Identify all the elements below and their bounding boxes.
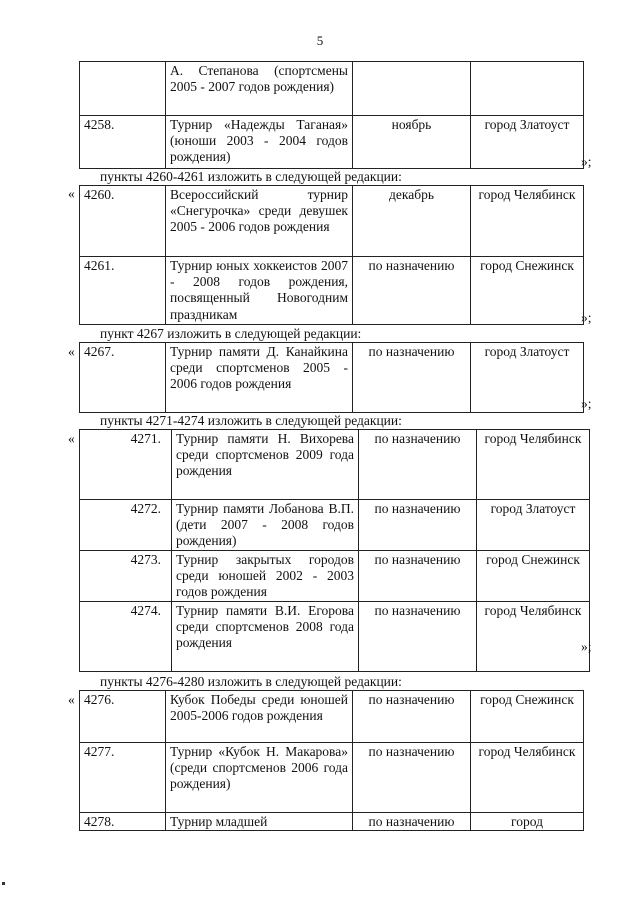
- row-number: 4276.: [80, 691, 166, 743]
- event-date: по назначению: [353, 257, 471, 325]
- event-name: Турнир юных хоккеистов 2007 - 2008 годов рождения, посвященный Новогодним праздникам: [166, 257, 353, 325]
- row-number: 4260.: [80, 186, 166, 257]
- table-row: [80, 500, 590, 551]
- event-date: по назначению: [359, 500, 477, 551]
- schedule-table-4260: [79, 185, 584, 325]
- event-name: Турнир младшей: [166, 813, 353, 831]
- event-name: Турнир памяти В.И. Егорова среди спортсменов 2008 года рождения: [172, 602, 359, 672]
- event-place: город Челябинск: [471, 743, 584, 813]
- event-name: Турнир «Надежды Таганая» (юноши 2003 - 2004 годов рождения): [166, 116, 353, 169]
- schedule-table-continued: [79, 61, 584, 169]
- row-number: 4277.: [80, 743, 166, 813]
- event-name: Турнир закрытых городов среди юношей 2002 - 2003 годов рождения: [172, 551, 359, 602]
- schedule-table-4267: [79, 342, 584, 413]
- row-number: [80, 62, 166, 116]
- event-place: город Златоуст: [471, 116, 584, 169]
- table-row: [80, 62, 584, 116]
- event-place: город Челябинск: [477, 602, 590, 672]
- event-date: по назначению: [353, 743, 471, 813]
- table-row: [80, 116, 584, 169]
- event-place: город Снежинск: [471, 691, 584, 743]
- event-name: Турнир памяти Н. Вихорева среди спортсменов 2009 года рождения: [172, 430, 359, 500]
- row-number: 4272.: [80, 500, 172, 551]
- row-number: 4271.: [80, 430, 172, 500]
- row-number: 4267.: [80, 343, 166, 413]
- event-place: город Снежинск: [471, 257, 584, 325]
- table-row: [80, 602, 590, 672]
- event-name: Турнир памяти Д. Канайкина среди спортсменов 2005 - 2006 годов рождения: [166, 343, 353, 413]
- row-number: 4278.: [80, 813, 166, 831]
- closing-quote: »;: [581, 154, 592, 169]
- event-place: город Челябинск: [471, 186, 584, 257]
- event-date: по назначению: [359, 602, 477, 672]
- closing-quote: »;: [581, 396, 592, 411]
- event-name: Турнир памяти Лобанова В.П. (дети 2007 - 2008 годов рождения): [172, 500, 359, 551]
- event-place: город Челябинск: [477, 430, 590, 500]
- section-heading: пункты 4260-4261 изложить в следующей редакции:: [100, 169, 402, 184]
- event-name: Кубок Победы среди юношей 2005-2006 годов рождения: [166, 691, 353, 743]
- section-heading: пункты 4271-4274 изложить в следующей редакции:: [100, 413, 402, 428]
- schedule-table-4271: [79, 429, 590, 672]
- event-date: ноябрь: [353, 116, 471, 169]
- schedule-table-4276: [79, 690, 584, 831]
- table-row: [80, 186, 584, 257]
- closing-quote: »;: [581, 310, 592, 325]
- event-place: [471, 62, 584, 116]
- closing-quote: »;: [581, 639, 592, 654]
- event-place: город Снежинск: [477, 551, 590, 602]
- row-number: 4273.: [80, 551, 172, 602]
- opening-quote: «: [68, 692, 75, 707]
- opening-quote: «: [68, 431, 75, 446]
- event-place: город: [471, 813, 584, 831]
- row-number: 4261.: [80, 257, 166, 325]
- scan-mark: [2, 882, 5, 885]
- event-date: декабрь: [353, 186, 471, 257]
- event-name: Турнир «Кубок Н. Макарова» (среди спортсменов 2006 года рождения): [166, 743, 353, 813]
- page-number: 5: [316, 33, 324, 48]
- row-number: 4274.: [80, 602, 172, 672]
- table-row: [80, 551, 590, 602]
- table-row: [80, 813, 584, 831]
- event-date: по назначению: [353, 813, 471, 831]
- event-date: [353, 62, 471, 116]
- event-name: Всероссийский турнир «Снегурочка» среди девушек 2005 - 2006 годов рождения: [166, 186, 353, 257]
- opening-quote: «: [68, 186, 75, 201]
- event-place: город Златоуст: [471, 343, 584, 413]
- section-heading: пункт 4267 изложить в следующей редакции:: [100, 326, 362, 341]
- table-row: [80, 691, 584, 743]
- table-row: [80, 743, 584, 813]
- event-name: А. Степанова (спортсмены 2005 - 2007 годов рождения): [166, 62, 353, 116]
- row-number: 4258.: [80, 116, 166, 169]
- table-row: [80, 343, 584, 413]
- event-date: по назначению: [353, 691, 471, 743]
- opening-quote: «: [68, 344, 75, 359]
- table-row: [80, 430, 590, 500]
- event-date: по назначению: [359, 551, 477, 602]
- table-row: [80, 257, 584, 325]
- event-date: по назначению: [359, 430, 477, 500]
- event-place: город Златоуст: [477, 500, 590, 551]
- event-date: по назначению: [353, 343, 471, 413]
- section-heading: пункты 4276-4280 изложить в следующей редакции:: [100, 674, 402, 689]
